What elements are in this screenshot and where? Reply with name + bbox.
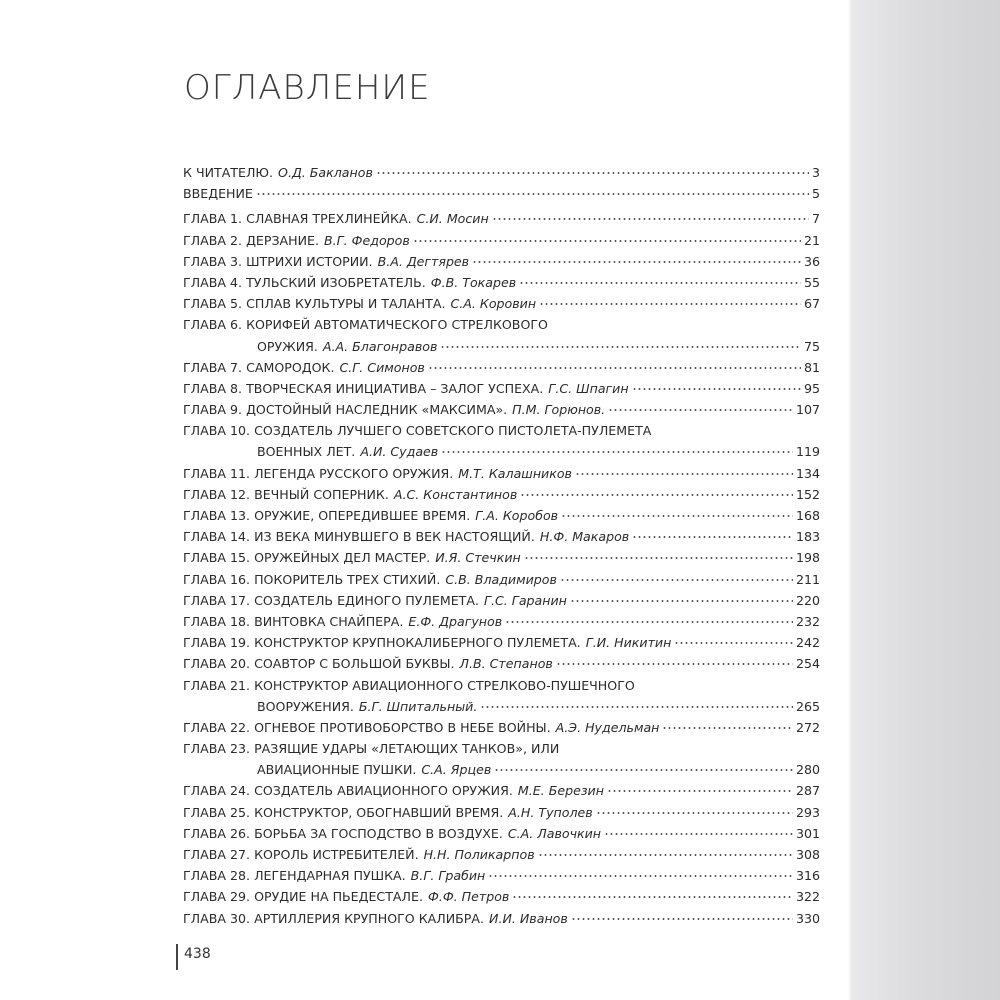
toc-entry [183,611,820,632]
table-of-contents [183,162,820,929]
chapter-title: КОНСТРУКТОР, ОБОГНАВШИЙ ВРЕМЯ. [254,804,504,820]
toc-entry [183,420,820,441]
chapter-author: Г.С. Шпагин [548,380,629,396]
chapter-page-number: 5 [811,186,820,202]
chapter-page-number: 316 [795,868,820,884]
page-number: 438 [184,946,211,962]
chapter-label: ГЛАВА 4. [183,274,243,290]
leader-dots [556,663,793,665]
chapter-author: А.И. Судаев [360,444,439,460]
chapter-label: ГЛАВА 1. [183,211,243,227]
chapter-page-number: 36 [803,253,820,269]
chapter-page-number: 308 [795,847,820,862]
toc-entry [183,208,820,229]
chapter-label: ГЛАВА 13. [183,508,251,523]
chapter-author: Г.А. Коробов [475,508,559,523]
toc-entry [183,632,820,653]
chapter-title: ЛЕГЕНДАРНАЯ ПУШКА. [254,868,406,884]
chapter-title: СОЗДАТЕЛЬ АВИАЦИОННОГО ОРУЖИЯ. [254,783,513,799]
chapter-title: ВЕЧНЫЙ СОПЕРНИК. [254,486,389,502]
chapter-title: КОНСТРУКТОР АВИАЦИОННОГО СТРЕЛКОВО-ПУШЕЧНОГО [254,677,635,693]
toc-entry [183,886,820,907]
chapter-label: ГЛАВА 11. [183,465,251,481]
chapter-page-number: 287 [795,783,820,799]
chapter-page-number: 272 [795,719,820,735]
toc-entry [183,844,820,865]
chapter-title: КОРИФЕЙ АВТОМАТИЧЕСКОГО СТРЕЛКОВОГО [246,317,548,333]
chapter-label: ГЛАВА 12. [183,486,251,502]
chapter-title: КОНСТРУКТОР КРУПНОКАЛИБЕРНОГО ПУЛЕМЕТА. [254,635,581,651]
toc-entry [183,675,820,696]
leader-dots [608,409,793,411]
chapter-author: В.А. Дегтярев [377,253,470,269]
toc-entry [183,399,820,420]
chapter-title: БОРЬБА ЗА ГОСПОДСТВО В ВОЗДУХЕ. [254,825,503,841]
chapter-author: А.Н. Туполев [508,804,593,820]
chapter-title: ОРУЖИЕ, ОПЕРЕДИВШЕЕ ВРЕМЯ. [254,508,471,523]
chapter-author: Б.Г. Шпитальный. [358,698,478,714]
chapter-page-number: 280 [795,762,820,778]
chapter-label: ГЛАВА 21. [183,677,251,693]
chapter-author: С.А. Ярцев [421,762,492,778]
chapter-author: А.А. Благонравов [322,338,438,354]
chapter-author: С.В. Владимиров [445,571,557,587]
chapter-title: КОРОЛЬ ИСТРЕБИТЕЛЕЙ. [254,847,419,862]
chapter-title-continued: ВОЕННЫХ ЛЕТ. [257,444,356,460]
chapter-title: ДЕРЗАНИЕ. [246,232,319,248]
chapter-author: С.А. Коровин [450,296,537,312]
chapter-page-number: 152 [795,486,820,502]
chapter-title: К ЧИТАТЕЛЮ. [183,165,274,180]
chapter-label: ГЛАВА 26. [183,825,251,841]
chapter-author: Н.Ф. Макаров [539,529,630,545]
chapter-page-number: 198 [795,550,820,566]
chapter-label: ГЛАВА 29. [183,889,251,905]
toc-entry [183,569,820,590]
chapter-author: А.С. Константинов [393,486,518,502]
toc-entry [183,590,820,611]
chapter-label: ГЛАВА 19. [183,635,251,651]
toc-entry [183,484,820,505]
chapter-title-continued: ВООРУЖЕНИЯ. [257,698,354,714]
chapter-label: ГЛАВА 24. [183,783,251,799]
leader-dots [441,451,793,453]
leader-dots [492,218,809,220]
leader-dots [505,621,793,623]
chapter-title: ДОСТОЙНЫЙ НАСЛЕДНИК «МАКСИМА». [246,402,508,418]
leader-dots [520,494,793,496]
toc-entry-continuation [183,441,820,462]
chapter-title: ОГНЕВОЕ ПРОТИВОБОРСТВО В НЕБЕ ВОЙНЫ. [254,719,551,735]
leader-dots [560,579,793,581]
toc-entry [183,526,820,547]
toc-entry [183,230,820,251]
chapter-label: ГЛАВА 7. [183,359,243,375]
toc-entry-continuation [183,696,820,717]
toc-entry [183,802,820,823]
chapter-page-number: 134 [795,465,820,481]
chapter-label: ГЛАВА 30. [183,910,251,926]
leader-dots [519,282,801,284]
leader-dots [428,367,801,369]
chapter-title: СОАВТОР С БОЛЬШОЙ БУКВЫ. [254,656,455,672]
chapter-page-number: 107 [795,402,820,418]
chapter-page-number: 95 [803,380,820,396]
chapter-author: Л.В. Степанов [459,656,553,672]
chapter-page-number: 67 [803,296,820,312]
toc-entry [183,251,820,272]
leader-dots [512,896,793,898]
toc-entry [183,505,820,526]
chapter-label: ГЛАВА 6. [183,317,243,333]
leader-dots [674,642,793,644]
chapter-label: ГЛАВА 3. [183,253,243,269]
chapter-label: ГЛАВА 8. [183,380,243,396]
chapter-author: Ф.Ф. Петров [427,889,510,905]
leader-dots [561,515,793,517]
toc-entry [183,293,820,314]
chapter-title: СОЗДАТЕЛЬ ЕДИНОГО ПУЛЕМЕТА. [254,592,479,608]
leader-dots [488,875,793,877]
chapter-author: М.Т. Калашников [458,465,572,481]
chapter-page-number: 322 [795,889,820,905]
toc-entry [183,357,820,378]
chapter-author: Е.Ф. Драгунов [408,613,503,629]
chapter-page-number: 242 [795,635,820,651]
chapter-page-number: 119 [795,444,820,460]
leader-dots [539,303,801,305]
leader-dots [570,600,793,602]
chapter-author: С.А. Лавочкин [507,825,602,841]
chapter-label: ГЛАВА 22. [183,719,251,735]
leader-dots [538,854,793,856]
toc-entry [183,717,820,738]
chapter-author: И.И. Иванов [489,910,568,926]
toc-entry [183,162,820,183]
chapter-author: Н.Н. Поликарпов [423,847,535,862]
chapter-label: ГЛАВА 2. [183,232,243,248]
chapter-label: ГЛАВА 27. [183,847,251,862]
leader-dots [632,388,801,390]
chapter-author: В.Г. Грабин [410,868,486,884]
folio-rule [176,944,178,970]
leader-dots [632,536,793,538]
leader-dots [440,346,801,348]
chapter-page-number: 330 [795,910,820,926]
chapter-title: АРТИЛЛЕРИЯ КРУПНОГО КАЛИБРА. [254,910,485,926]
toc-entry [183,378,820,399]
chapter-title: ТУЛЬСКИЙ ИЗОБРЕТАТЕЛЬ. [246,274,426,290]
page-title: ОГЛАВЛЕНИЕ [184,68,431,108]
toc-entry [183,865,820,886]
chapter-page-number: 75 [803,338,820,354]
chapter-page-number: 81 [803,359,820,375]
chapter-page-number: 21 [803,232,820,248]
leader-dots [571,918,793,920]
chapter-author: О.Д. Бакланов [278,165,373,180]
chapter-page-number: 301 [795,825,820,841]
chapter-author: П.М. Горюнов. [512,402,606,418]
next-page-shadow [852,0,1000,1000]
chapter-label: ГЛАВА 23. [183,741,251,757]
chapter-title: ВИНТОВКА СНАЙПЕРА. [254,613,404,629]
leader-dots [607,790,793,792]
toc-entry [183,653,820,674]
leader-dots [604,833,793,835]
chapter-title: ШТРИХИ ИСТОРИИ. [246,253,373,269]
chapter-label: ГЛАВА 14. [183,529,251,545]
chapter-label: ГЛАВА 9. [183,402,243,418]
chapter-page-number: 55 [803,274,820,290]
chapter-author: И.Я. Стечкин [435,550,521,566]
chapter-title: ОРУДИЕ НА ПЬЕДЕСТАЛЕ. [254,889,423,905]
chapter-label: ГЛАВА 17. [183,592,251,608]
leader-dots [480,706,793,708]
leader-dots [662,727,793,729]
leader-dots [376,172,809,174]
toc-entry-continuation [183,336,820,357]
chapter-label: ГЛАВА 18. [183,613,251,629]
chapter-title: ТВОРЧЕСКАЯ ИНИЦИАТИВА – ЗАЛОГ УСПЕХА. [246,380,544,396]
chapter-label: ГЛАВА 28. [183,868,251,884]
toc-entry [183,272,820,293]
toc-entry [183,183,820,204]
chapter-author: С.И. Мосин [416,211,489,227]
chapter-page-number: 265 [795,698,820,714]
leader-dots [494,769,793,771]
toc-entry [183,463,820,484]
chapter-page-number: 183 [795,529,820,545]
leader-dots [575,473,793,475]
leader-dots [256,193,809,195]
chapter-title: СОЗДАТЕЛЬ ЛУЧШЕГО СОВЕТСКОГО ПИСТОЛЕТА-ПУЛЕМЕТА [254,423,652,439]
toc-entry-continuation [183,759,820,780]
chapter-page-number: 293 [795,804,820,820]
chapter-page-number: 232 [795,613,820,629]
chapter-author: Г.С. Гаранин [483,592,567,608]
leader-dots [413,240,801,242]
chapter-title: ПОКОРИТЕЛЬ ТРЕХ СТИХИЙ. [254,571,441,587]
chapter-label: ГЛАВА 20. [183,656,251,672]
chapter-author: В.Г. Федоров [324,232,410,248]
chapter-author: Ф.В. Токарев [430,274,517,290]
chapter-title: ЛЕГЕНДА РУССКОГО ОРУЖИЯ. [254,465,454,481]
chapter-title: ИЗ ВЕКА МИНУВШЕГО В ВЕК НАСТОЯЩИЙ. [254,529,535,545]
chapter-page-number: 3 [811,165,820,180]
chapter-title-continued: АВИАЦИОННЫЕ ПУШКИ. [257,762,417,778]
chapter-title-continued: ОРУЖИЯ. [257,338,318,354]
chapter-title: СПЛАВ КУЛЬТУРЫ И ТАЛАНТА. [246,296,446,312]
chapter-author: М.Е. Березин [517,783,604,799]
chapter-title: ОРУЖЕЙНЫХ ДЕЛ МАСТЕР. [254,550,431,566]
chapter-title: САМОРОДОК. [246,359,335,375]
toc-entry [183,780,820,801]
toc-entry [183,823,820,844]
leader-dots [596,812,793,814]
chapter-label: ГЛАВА 15. [183,550,251,566]
chapter-author: Г.И. Никитин [585,635,672,651]
leader-dots [524,557,793,559]
chapter-author: С.Г. Симонов [339,359,425,375]
chapter-label: ГЛАВА 10. [183,423,251,439]
chapter-label: ГЛАВА 16. [183,571,251,587]
chapter-page-number: 220 [795,592,820,608]
chapter-title: СЛАВНАЯ ТРЕХЛИНЕЙКА. [246,211,412,227]
chapter-author: А.Э. Нудельман [555,719,660,735]
chapter-title: РАЗЯЩИЕ УДАРЫ «ЛЕТАЮЩИХ ТАНКОВ», ИЛИ [254,741,560,757]
chapter-page-number: 211 [795,571,820,587]
chapter-label: ГЛАВА 25. [183,804,251,820]
chapter-page-number: 7 [811,211,820,227]
chapter-page-number: 168 [795,508,820,523]
toc-entry [183,314,820,335]
toc-entry [183,908,820,929]
leader-dots [472,261,801,263]
chapter-page-number: 254 [795,656,820,672]
toc-entry [183,738,820,759]
toc-entry [183,547,820,568]
chapter-title: ВВЕДЕНИЕ [183,186,253,202]
chapter-label: ГЛАВА 5. [183,296,243,312]
